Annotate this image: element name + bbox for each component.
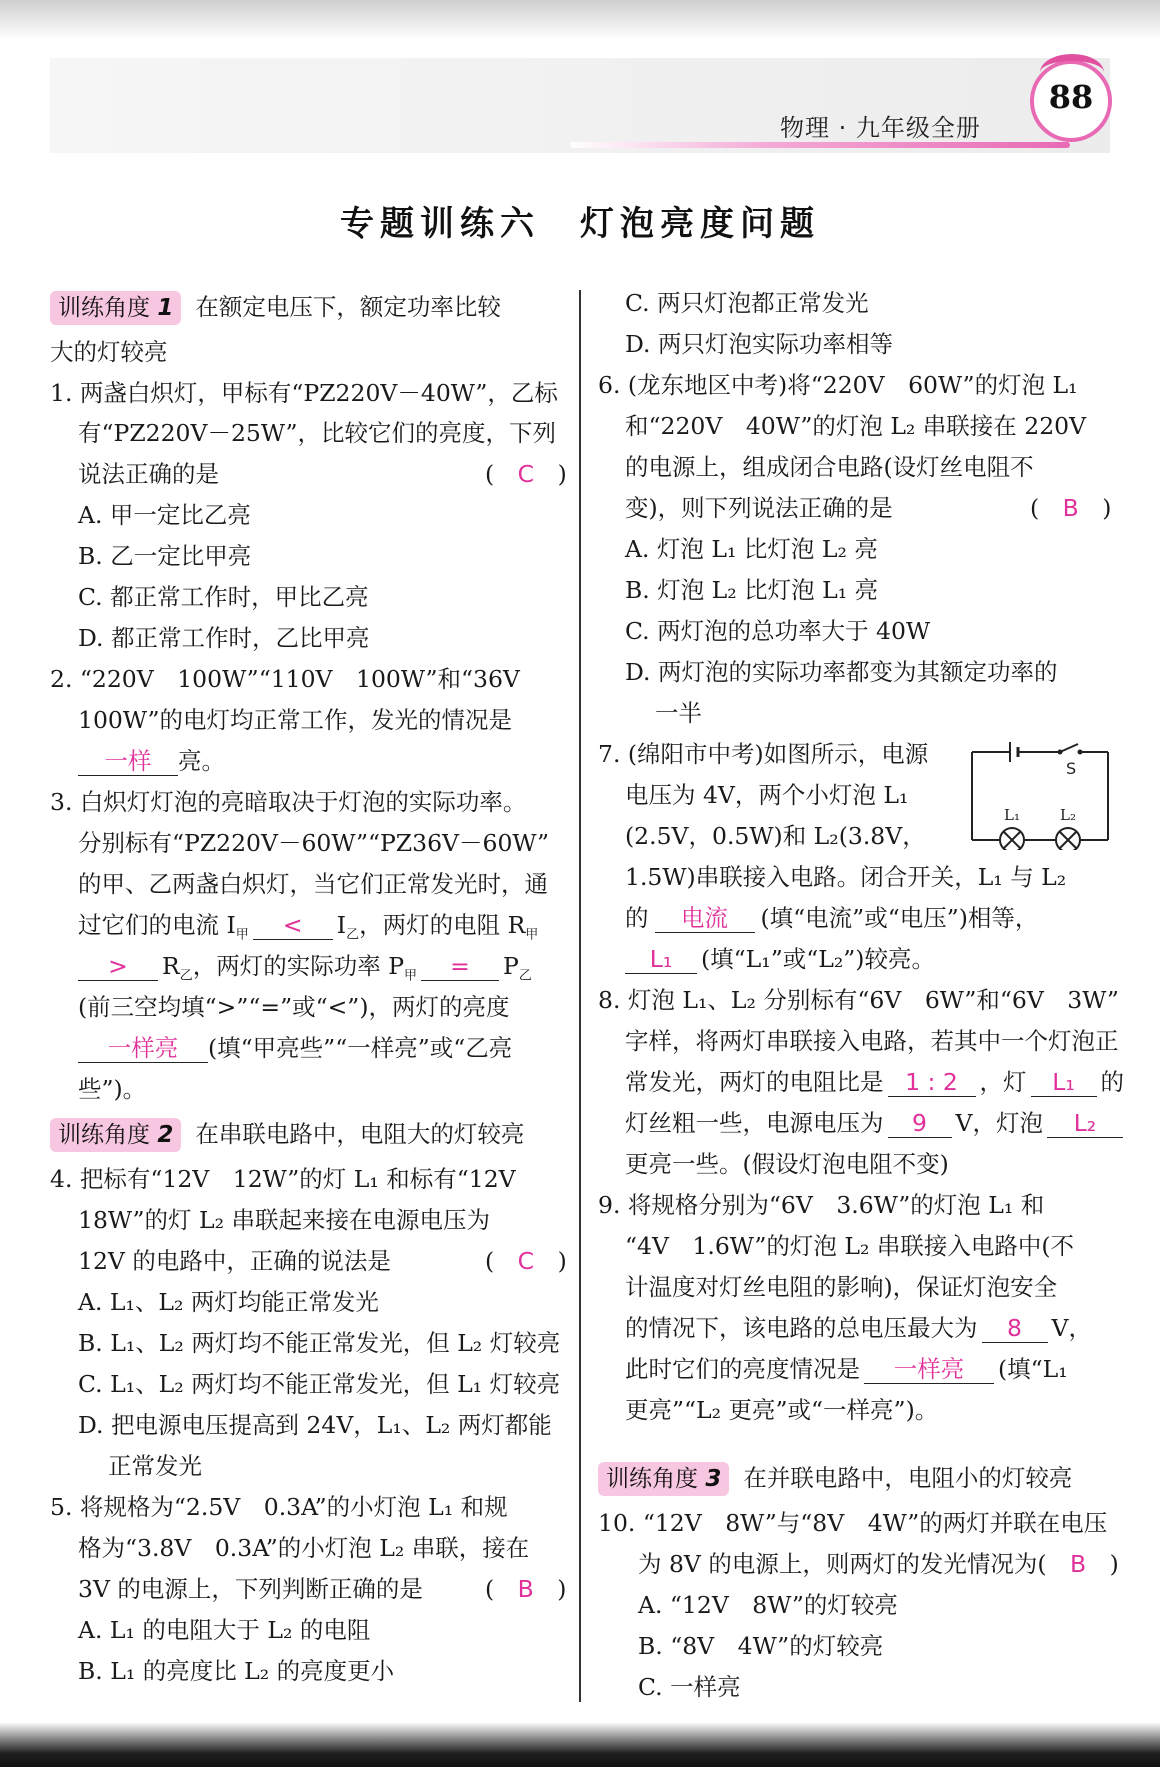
q3-sub: 乙 xyxy=(179,968,193,984)
q7-line4: 1.5W)串联接入电路。闭合开关，L₁ 与 L₂ xyxy=(625,863,1067,891)
q8-text: 灯丝粗一些，电源电压为 xyxy=(625,1109,884,1137)
q6-option-b: B. 灯泡 L₂ 比灯泡 L₁ 亮 xyxy=(625,576,879,604)
q6-line3: 的电源上，组成闭合电路(设灯丝电阻不 xyxy=(625,453,1034,481)
q3-line8: 些”)。 xyxy=(78,1075,147,1103)
q9-text: 的情况下，该电路的总电压最大为 xyxy=(625,1314,978,1342)
q10-text: 为 8V 的电源上，则两灯的发光情况为 xyxy=(638,1550,1038,1578)
switch-label: S xyxy=(1066,759,1077,778)
q8-line2: 字样，将两灯串联接入电路，若其中一个灯泡正 xyxy=(625,1027,1119,1055)
tag-label: 训练角度 xyxy=(58,295,150,321)
q3-text: P xyxy=(503,952,519,980)
tag-number: 2 xyxy=(157,1122,174,1148)
q3-text: ，两灯的电阻 R xyxy=(359,911,526,939)
q3-text: ，两灯的实际功率 P xyxy=(192,952,405,980)
q3-text: I xyxy=(336,911,347,939)
q9-line3: 计温度对灯丝电阻的影响)，保证灯泡安全 xyxy=(625,1273,1058,1301)
section-2-text: 在串联电路中，电阻大的灯较亮 xyxy=(195,1120,525,1148)
q3-line7 xyxy=(78,1031,512,1065)
q6-option-c: C. 两灯泡的总功率大于 40W xyxy=(625,617,931,645)
q5-option-c: C. 两只灯泡都正常发光 xyxy=(625,289,869,317)
q6-option-d1: D. 两灯泡的实际功率都变为其额定功率的 xyxy=(625,658,1058,686)
q6-answer-value: B xyxy=(1062,494,1079,522)
q9-line5 xyxy=(625,1352,1068,1386)
q1-line3: 说法正确的是 xyxy=(78,460,219,488)
q3-blank1: < xyxy=(253,911,333,940)
q5-option-b: B. L₁ 的亮度比 L₂ 的亮度更小 xyxy=(78,1657,395,1685)
page-title: 专题训练六 灯泡亮度问题 xyxy=(340,204,820,244)
q3-line3: 的甲、乙两盏白炽灯，当它们正常发光时，通 xyxy=(78,870,548,898)
q9-line6: 更亮”“L₂ 更亮”或“一样亮”)。 xyxy=(625,1396,939,1424)
q3-line6: (前三空均填“>”“=”或“<”)，两灯的亮度 xyxy=(78,993,510,1021)
q4-option-a: A. L₁、L₂ 两灯均能正常发光 xyxy=(78,1288,379,1316)
q6-option-d2: 一半 xyxy=(655,699,702,727)
page-number-badge xyxy=(1030,60,1110,140)
section-3-text: 在并联电路中，电阻小的灯较亮 xyxy=(743,1464,1073,1492)
q3-sub: 甲 xyxy=(404,968,418,984)
q8-blank1: 1 : 2 xyxy=(888,1068,976,1097)
q4-option-b: B. L₁、L₂ 两灯均不能正常发光，但 L₂ 灯较亮 xyxy=(78,1329,561,1357)
q9-text: (填“L₁ xyxy=(998,1355,1068,1383)
column-divider xyxy=(579,290,581,1702)
q4-option-c: C. L₁、L₂ 两灯均不能正常发光，但 L₁ 灯较亮 xyxy=(78,1370,561,1398)
q1-answer-value: C xyxy=(517,460,535,488)
circuit-diagram xyxy=(970,740,1110,850)
q7-text: 的 xyxy=(625,904,649,932)
lamp-l2-label: L₂ xyxy=(1060,806,1076,824)
q7-text: (填“L₁”或“L₂”)较亮。 xyxy=(701,945,935,973)
q3-blank2: > xyxy=(78,952,158,981)
q5-line2: 格为“3.8V 0.3A”的小灯泡 L₂ 串联，接在 xyxy=(78,1534,530,1562)
bottom-shadow xyxy=(0,1722,1160,1767)
section-3-tag xyxy=(598,1462,729,1496)
q8-blank4: L₂ xyxy=(1047,1109,1123,1138)
q2-line3 xyxy=(78,744,225,778)
q3-tail: (填“甲亮些”“一样亮”或“乙亮 xyxy=(208,1034,513,1062)
q4-answer: ( C ) xyxy=(485,1247,567,1275)
section-1-tag xyxy=(50,291,181,325)
q2-tail: 亮。 xyxy=(178,747,225,775)
q10-line2: 为 8V 的电源上，则两灯的发光情况为( B ) xyxy=(638,1550,1119,1578)
q8-line1: 8. 灯泡 L₁、L₂ 分别标有“6V 6W”和“6V 3W” xyxy=(598,986,1119,1014)
q3-sub: 乙 xyxy=(518,968,532,984)
q6-line1: 6. (龙东地区中考)将“220V 60W”的灯泡 L₁ xyxy=(598,371,1078,399)
q5-line1: 5. 将规格为“2.5V 0.3A”的小灯泡 L₁ 和规 xyxy=(50,1493,508,1521)
q7-line2: 电压为 4V，两个小灯泡 L₁ xyxy=(625,781,909,809)
q3-blank4: 一样亮 xyxy=(78,1034,208,1063)
q5-option-d: D. 两只灯泡实际功率相等 xyxy=(625,330,893,358)
q8-line4 xyxy=(625,1106,1123,1140)
q8-line3 xyxy=(625,1065,1124,1099)
q6-answer: ( B ) xyxy=(1030,494,1112,522)
tag-label: 训练角度 xyxy=(58,1122,150,1148)
q6-option-a: A. 灯泡 L₁ 比灯泡 L₂ 亮 xyxy=(625,535,878,563)
q3-sub: 甲 xyxy=(235,927,249,943)
q2-line2: 100W”的电灯均正常工作，发光的情况是 xyxy=(78,706,512,734)
q6-line2: 和“220V 40W”的灯泡 L₂ 串联接在 220V xyxy=(625,412,1087,440)
q9-line2: “4V 1.6W”的灯泡 L₂ 串联接入电路中(不 xyxy=(625,1232,1075,1260)
q4-answer-value: C xyxy=(517,1247,535,1275)
q1-option-b: B. 乙一定比甲亮 xyxy=(78,542,252,570)
q9-blank1: 8 xyxy=(982,1314,1048,1343)
q4-option-d1: D. 把电源电压提高到 24V，L₁、L₂ 两灯都能 xyxy=(78,1411,552,1439)
section-1-text-cont: 大的灯较亮 xyxy=(50,338,168,366)
q7-blank2: L₁ xyxy=(625,945,697,974)
q8-blank3: 9 xyxy=(888,1109,952,1138)
q7-line3: (2.5V，0.5W)和 L₂(3.8V， xyxy=(625,822,926,850)
q9-line4 xyxy=(625,1311,1092,1345)
q10-line1: 10. “12V 8W”与“8V 4W”的两灯并联在电压 xyxy=(598,1509,1108,1537)
q4-line2: 18W”的灯 L₂ 串联起来接在电源电压为 xyxy=(78,1206,490,1234)
q5-line3: 3V 的电源上，下列判断正确的是 xyxy=(78,1575,423,1603)
q7-line6 xyxy=(625,942,935,976)
q3-sub: 乙 xyxy=(346,927,360,943)
section-1-text: 在额定电压下，额定功率比较 xyxy=(195,293,501,321)
q8-text: 常发光，两灯的电阻比是 xyxy=(625,1068,884,1096)
q2-line1: 2. “220V 100W”“110V 100W”和“36V xyxy=(50,665,520,693)
q3-text: R xyxy=(162,952,180,980)
q4-line3: 12V 的电路中，正确的说法是 xyxy=(78,1247,391,1275)
q10-option-a: A. “12V 8W”的灯较亮 xyxy=(638,1591,898,1619)
q10-option-c: C. 一样亮 xyxy=(638,1673,741,1701)
tag-number: 1 xyxy=(157,295,174,321)
q4-option-d2: 正常发光 xyxy=(108,1452,202,1480)
q8-text: 的 xyxy=(1100,1068,1124,1096)
q7-line5 xyxy=(625,901,1038,935)
q1-line1: 1. 两盏白炽灯，甲标有“PZ220V－40W”，乙标 xyxy=(50,379,558,407)
lamp-l1-label: L₁ xyxy=(1004,806,1020,824)
q4-line1: 4. 把标有“12V 12W”的灯 L₁ 和标有“12V xyxy=(50,1165,516,1193)
q3-blank3: = xyxy=(421,952,499,981)
q10-answer-value: B xyxy=(1070,1550,1087,1578)
q7-blank1: 电流 xyxy=(655,904,755,933)
q3-line5 xyxy=(78,949,532,994)
q5-option-a: A. L₁ 的电阻大于 L₂ 的电阻 xyxy=(78,1616,371,1644)
q6-line4: 变)，则下列说法正确的是 xyxy=(625,494,893,522)
q5-answer-value: B xyxy=(517,1575,534,1603)
q7-line1: 7. (绵阳市中考)如图所示，电源 xyxy=(598,740,929,768)
q3-line4 xyxy=(78,908,538,953)
q1-option-c: C. 都正常工作时，甲比乙亮 xyxy=(78,583,369,611)
q1-line2: 有“PZ220V－25W”，比较它们的亮度，下列 xyxy=(78,419,556,447)
switch-lever xyxy=(1060,744,1078,752)
q3-line1: 3. 白炽灯灯泡的亮暗取决于灯泡的实际功率。 xyxy=(50,788,527,816)
tag-number: 3 xyxy=(705,1466,722,1492)
q3-text: 过它们的电流 I xyxy=(78,911,236,939)
section-3-heading xyxy=(598,1461,1072,1496)
q1-option-d: D. 都正常工作时，乙比甲亮 xyxy=(78,624,370,652)
q7-text: (填“电流”或“电压”)相等， xyxy=(760,904,1039,932)
q10-option-b: B. “8V 4W”的灯较亮 xyxy=(638,1632,884,1660)
q3-sub: 甲 xyxy=(525,927,539,943)
q8-text: V，灯泡 xyxy=(955,1109,1043,1137)
book-title: 物理 · 九年级全册 xyxy=(780,114,981,142)
q3-line2: 分别标有“PZ220V－60W”“PZ36V－60W” xyxy=(78,829,550,857)
q9-blank2: 一样亮 xyxy=(864,1355,994,1384)
tag-label: 训练角度 xyxy=(606,1466,698,1492)
section-1-heading xyxy=(50,290,501,325)
section-2-heading xyxy=(50,1117,524,1152)
q9-text: 此时它们的亮度情况是 xyxy=(625,1355,860,1383)
q9-text: V， xyxy=(1051,1314,1092,1342)
q5-answer: ( B ) xyxy=(485,1575,567,1603)
section-2-tag xyxy=(50,1118,181,1152)
q1-answer: ( C ) xyxy=(485,460,567,488)
top-shadow xyxy=(0,0,1160,40)
q1-option-a: A. 甲一定比乙亮 xyxy=(78,501,251,529)
q8-line5: 更亮一些。(假设灯泡电阻不变) xyxy=(625,1150,949,1178)
q9-line1: 9. 将规格分别为“6V 3.6W”的灯泡 L₁ 和 xyxy=(598,1191,1045,1219)
q8-text: ，灯 xyxy=(979,1068,1027,1096)
q2-blank: 一样 xyxy=(78,747,178,776)
page-number: 88 xyxy=(1048,78,1094,116)
q8-blank2: L₁ xyxy=(1031,1068,1097,1097)
